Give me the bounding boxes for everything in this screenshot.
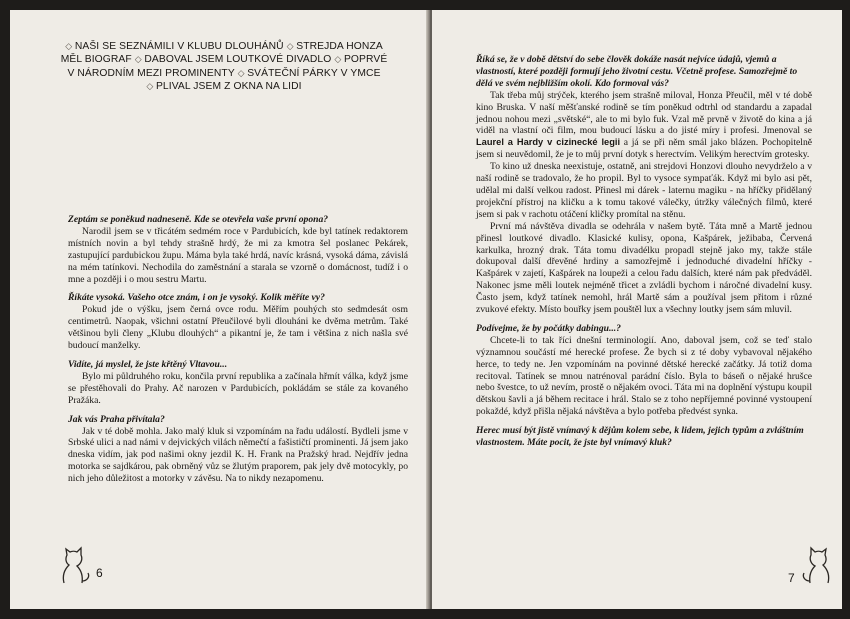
interview-question: Herec musí být jistě vnímavý k dějům kolem sebe, k lidem, jejich typům a zvláštním vlastnostem. Máte pocit, že jste byl vnímavý kluk? (476, 425, 804, 449)
chapter-contents (48, 40, 400, 93)
interview-question: Zeptám se poněkud nadneseně. Kde se otevřela vaše první opona? (68, 214, 329, 225)
interview-question: Jak vás Praha přivítala? (68, 413, 165, 425)
cat-silhouette-icon (56, 537, 96, 585)
interview-answer: Bylo mi půldruhého roku, končila první republika a začínala hřmít válka, když jsme se přestěhovali do Prahy. Ač narozen v Pardubicích, pokládám se stále za kovaného Pražáka. (68, 370, 408, 406)
cat-silhouette-icon (796, 537, 836, 585)
interview-answer: Pokud jde o výšku, jsem černá ovce rodu. Měřím pouhých sto sedmdesát osm centimetrů. Naopak, všichni ostatní Přeučilové byli dlouháni ke dvěma metrům. Také většinou byli členy „Klubu dlouhých“ a pikantní je, že tam i většina z nich našla své budoucí manželky. (68, 304, 408, 352)
diamond-bullet-icon: ◇ (146, 80, 156, 91)
diamond-bullet-icon: ◇ (334, 54, 344, 65)
right-body-text (476, 54, 812, 449)
toc-item: SVÁTEČNÍ PÁRKY V YMCE (247, 67, 381, 79)
toc-item: V NÁRODNÍM MEZI PROMINENTY (67, 67, 235, 79)
diamond-bullet-icon: ◇ (65, 41, 75, 51)
toc-item: STREJDA HONZA (296, 41, 383, 52)
interview-answer: První má návštěva divadla se odehrála v našem bytě. Táta mně a Martě jednou přinesl loutkové divadlo. Klasické kulisy, opona, Kašpárek, ježibaba, Červená karkulka, hrozný drak. Táta tomu divadélku propadl stejně jako my, takže stále dokupoval další dřevěné hrdiny a samozřejmě i jednoduché divadelní hříčky - Kašpárek v zajetí, Kašpárek na loupeži a celou řadu dalších, které nám pak předváděl. Nakonec jsme měli loutek nejméně třicet a zvládli bychom i náročné divadelní kusy. Často jsem, když tatínek nemohl, hrál Martě sám a používal jsem přitom i různé zvukové efekty. Místo bouřky jsem pouštěl lux a všechny loutky jsem sám mluvil. (476, 220, 812, 316)
left-body-text (68, 214, 408, 485)
toc-item: MĚL BIOGRAF (60, 54, 132, 66)
interview-question: Říká se, že v době dětství do sebe člověk dokáže nasát nejvíce údajů, vjemů a vlastností, které později formují jeho životní cestu. Včetně profese. Samozřejmě to dělá ve svém nejbližším okolí. Kdo formoval vás? (476, 54, 798, 89)
interview-answer: Narodil jsem se v třicátém sedmém roce v Pardubicích, kde byl tatínek redaktorem místních novin a byl tehdy strašně hrdý, že mi za kmotra šel poslanec Pekárek, zastupující pardubickou župu. Máma byla také hrdá, navíc krásná, vysoká dáma, závislá na mém tatínkovi. Nechodila do zaměstnání a starala se vzorně o domácnost, tudíž i o mne a později i o mou sestru Martu. (68, 225, 408, 285)
toc-item: PLIVAL JSEM Z OKNA NA LIDI (155, 80, 302, 92)
diamond-bullet-icon: ◇ (134, 54, 145, 65)
toc-item: POPRVÉ (343, 54, 388, 66)
page-number: 6 (96, 566, 103, 580)
interview-question: Říkáte vysoká. Vašeho otce znám, i on je vysoký. Kolik měříte vy? (68, 292, 325, 304)
interview-answer: To kino už dneska neexistuje, ostatně, ani strejdovi Honzovi dlouho nevydrželo a v naší rodině se tradovalo, že ho propil. Byl to vysoce sympaťák. Když mi bylo asi pět, udělal mi další velkou radost. Přinesl mi dárek - laternu magiku - na hříčky přidělaný projekční přístroj na kličku a k tomu takové válečky, útržky válečných filmů, které jsem si pak v rachotu otáčení kličky promítal na stěnu. (476, 161, 812, 220)
film-title: Laurel a Hardy v cizinecké legii (476, 137, 621, 148)
diamond-bullet-icon: ◇ (237, 67, 248, 78)
interview-question: Podívejme, že by počátky dabingu...? (476, 322, 621, 334)
toc-item: NAŠI SE SEZNÁMILI V KLUBU DLOUHÁNŮ (74, 41, 284, 52)
interview-answer: Tak třeba můj strýček, kterého jsem strašně miloval, Honza Přeučil, měl v té době kino Bruska. V naší měšťanské rodině se tím poněkud odtrhl od standardu a zapadal jednou nohou mezi „světské“, ale to mi bylo fuk. Vzal mě prvně v životě do kina a já viděl na vlastní oči film, mou budoucí lásku a do jisté míry i profesi. Jmenoval se Laurel a Hardy v cizinecké legii a já se při něm smál jako blázen. Pochopitelně jsem si neuvědomil, že je to můj první dotyk s herectvím. Velikým herectvím grotesky. (476, 89, 812, 161)
page-number: 7 (788, 571, 795, 585)
interview-question: Vidíte, já myslel, že jste křtěný Vltavou... (68, 358, 228, 370)
right-page (432, 10, 842, 609)
interview-answer: Chcete-li to tak říci dnešní terminologií. Ano, daboval jsem, což se teď stalo významnou součástí mé herecké profese. Že bych si z té doby vybavoval nějakého herce, to tedy ne. Jen vzpomínám na povinné dětské herecké začátky. Já totiž doma recitoval. Tatínek se mnou natrénoval parádní číslo. Byla to báseň o nějaké hrušce nebo švestce, to už nevím, prostě o nějakém ovoci. Táta mi na doplnění výstupu koupil dětskou šavli a já během recitace i hrál. Stalo se z toho nepříjemné povinné vystoupení pokaždé, když přišla nějaká návštěva a bylo potřeba předvést synka. (476, 334, 812, 418)
diamond-bullet-icon: ◇ (286, 41, 297, 51)
toc-item: DABOVAL JSEM LOUTKOVÉ DIVADLO (144, 54, 332, 66)
left-page (10, 10, 430, 609)
interview-answer: Jak v té době mohla. Jako malý kluk si vzpomínám na řadu událostí. Bydleli jsme v Srbské ulici a nad námi v dejvických vilách němečtí a fašističtí prominenti. Já jsem jako dneska vidím, jak pod našimi okny jezdil K. H. Frank na Pražský hrad. Nejdřív jedna motorka se sajdkárou, pak obrněný vůz se žlutým praporem, pak jely dvě motocykly, po nich jeho důležitost a motorky v závěsu. Na to nikdy nezapomenu. (68, 425, 408, 485)
